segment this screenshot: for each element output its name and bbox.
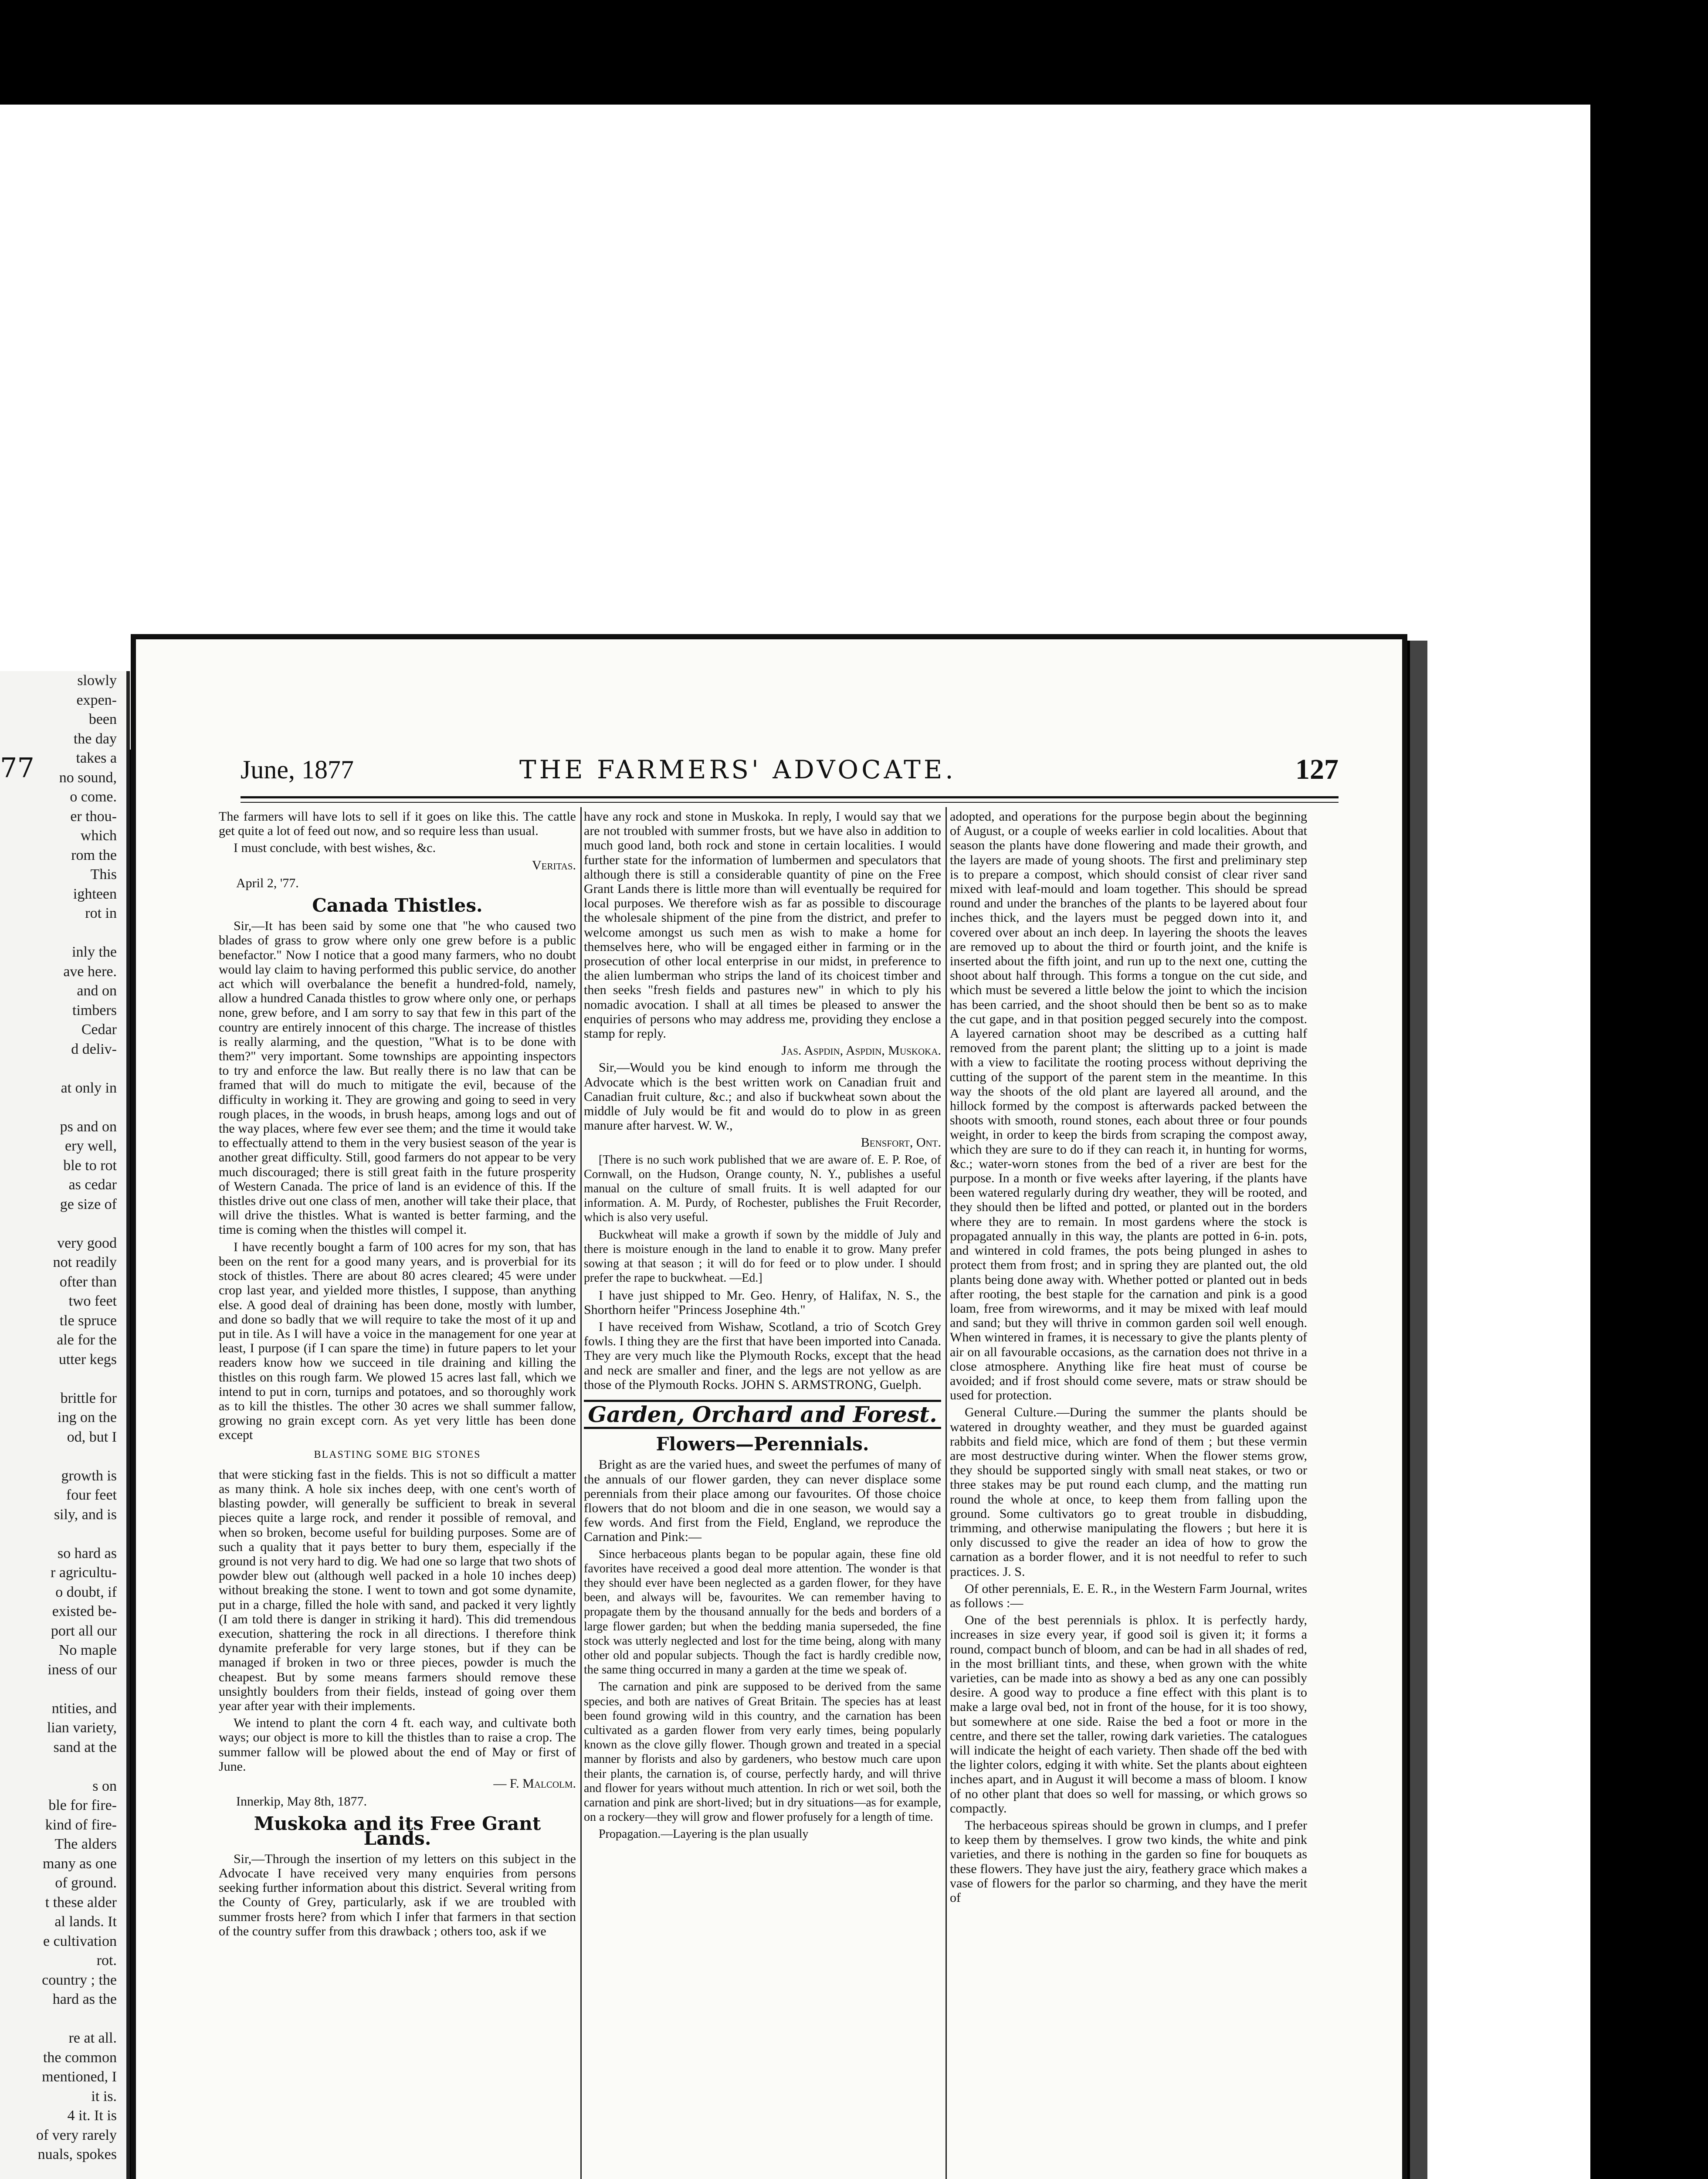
paragraph: I have recently bought a farm of 100 acres for my son, that has been on the rent for a good many years, and is proverbial for its stock of thistles. There are about 80 acres cleared; 45 were under crop last year, and yielded more thistles, I suppose, than anything else. A good deal of draining has been done, mostly with lumber, and done so badly that we will require to take the most of it up and put in tile. As I will have a voice in the management for one year at least, I purpose (if I can spare the time) in future papers to let your readers know how we succeed in tile draining and killing the thistles on this rough farm. We plowed 15 acres last fall, which we intend to put in corn, turnips and potatoes, and so thoroughly work as to kill the thistles. The other 30 acres we shall summer fallow, growing no grain except corn. As yet very little has been done except <box>219 1239 576 1442</box>
fragment-line: been <box>88 711 117 727</box>
masthead-title: THE FARMERS' ADVOCATE. <box>519 755 956 784</box>
paragraph: Propagation.—Layering is the plan usually <box>599 1827 809 1841</box>
fragment-line: takes a <box>76 750 117 766</box>
fragment-line: ofter than <box>59 1273 117 1290</box>
fragment-line: rot in <box>85 905 117 921</box>
fragment-line: ave here. <box>63 963 117 980</box>
fragment-line: port all our <box>51 1622 117 1639</box>
fragment-line: re at all. <box>68 2030 117 2046</box>
adjacent-page-number: 77 <box>0 752 34 784</box>
fragment-line: country ; the <box>42 1972 117 1988</box>
signature: Veritas. <box>532 858 576 872</box>
paragraph: The carnation and pink are supposed to be derived from the same species, and both are natives of Great Britain. The species has at least been found growing wild in this country, and the carnation has been cultivated as a garden flower from very early times, being popularly known as the clove gilly flower. Though grown and treated in a special manner by florists and also by gardeners, who bestow much care upon their plants, the carnation is, of course, perfectly hardy, and will thrive and flower for years without much attention. In rich or wet soil, both the carnation and pink are short-lived; but in dry situations—as for example, on a rockery—they will grow and flower profusely for a length of time. <box>584 1680 941 1824</box>
column-divider <box>580 807 582 2179</box>
fragment-line <box>0 2165 117 2179</box>
fragment-line: the day <box>73 730 117 747</box>
paragraph: that were sticking fast in the fields. This is not so difficult a matter as many think. A hole six inches deep, with one cent's worth of blasting powder, will generally be sufficient to break in several pieces quite a large rock, and render it possible of removal, and when so broken, become useful for building purposes. Some are of such a quality that it pays better to bury them, especially if the ground is not very hard to dig. We had one so large that two shots of powder blew out (although well packed in a hole 10 inches deep) without breaking the stone. I went to town and got some dynamite, put in a charge, filled the hole with sand, and packed it very lightly (I am told there is danger in striking it hard). This did tremendous execution, shattering the rock in all directions. I therefore think dynamite preferable for very large stones, but if they can be managed if broken in two or three pieces, powder is much the cheapest. But by some means farmers should remove these unsightly boulders from their fields, instead of going over them year after year with their implements. <box>219 1467 576 1713</box>
fragment-line: the common <box>43 2049 117 2066</box>
fragment-line: e cultivation <box>43 1933 117 1949</box>
fragment-line: od, but I <box>67 1429 117 1445</box>
header-rule-thin <box>241 802 1339 803</box>
header-rule <box>241 796 1339 798</box>
signature: Bensfort, Ont. <box>861 1135 941 1150</box>
fragment-line: o doubt, if <box>55 1584 117 1600</box>
fragment-line: er thou- <box>70 808 117 825</box>
paragraph: We intend to plant the corn 4 ft. each way, and cultivate both ways; our object is more to kill the thistles than to raise a crop. The summer fallow will be plowed about the end of May or first of June. <box>219 1716 576 1774</box>
fragment-line <box>0 2009 117 2029</box>
fragment-line: brittle for <box>60 1390 117 1406</box>
fragment-line <box>0 1680 117 1699</box>
paragraph: General Culture.—During the summer the plants should be watered in droughty weather, and they must be guarded against rabbits and field mice, which are fond of them ; but these vermin are most destructive during winter. When the flower stems grow, they should be supported singly with small neat stakes, or two or three stakes may be put round each clump, and the matting run round the whole at once, to keep them from falling upon the ground. Some cultivators go to great trouble in disbudding, trimming, and otherwise manipulating the flowers ; but here it is only discussed to give the reader an idea of how to grow the carnation as a border flower, and it is not needful to refer to such practices. J. S. <box>950 1405 1307 1579</box>
page-edge <box>1407 641 1427 2179</box>
paragraph: Sir,—It has been said by some one that "he who caused two blades of grass to grow where only one grew before is a public benefactor." Now I notice that a good many farmers, who no doubt would lay claim to having performed this public service, do another act which will overbalance the benefit a hundred-fold, namely, allow a hundred Canada thistles to grow where only one, or perhaps none, grew before, and I am sorry to say that few in this part of the country are entirely innocent of this charge. The increase of thistles is really alarming, and the question, "What is to be done with them?" very important. Some townships are appointing inspectors to try and enforce the law. But really there is no law that can be framed that will do much to mitigate the evil, because of the difficulty in working it. They are growing and going to seed in very rough places, in the woods, in brush heaps, among logs and out of the way places, where few ever see them; and the time it would take to effectually attend to them in the very busiest season of the year is another great difficulty. Still, good farmers do not appear to be very much discouraged; there is still great faith in the future prosperity of Western Canada. The price of land is an evidence of this. If the thistles drive out one class of men, another will take their place, that will drive the thistles. What is wanted is better farming, and the time is coming when the thistles will compel it. <box>219 919 576 1237</box>
fragment-line: d deliv- <box>71 1041 117 1057</box>
fragment-line: sily, and is <box>54 1506 117 1523</box>
fragment-line: rot. <box>96 1952 117 1969</box>
fragment-line: lian variety, <box>47 1720 117 1736</box>
fragment-line: This <box>90 866 117 882</box>
fragment-line: tle spruce <box>59 1312 117 1329</box>
column-3 <box>950 809 1307 2179</box>
fragment-line: growth is <box>61 1467 117 1484</box>
fragment-line: ing on the <box>58 1409 117 1426</box>
adjacent-page-fragment <box>0 671 130 2179</box>
fragment-line: ntities, and <box>51 1700 117 1717</box>
dateline: Innerkip, May 8th, 1877. <box>236 1794 367 1809</box>
paragraph: adopted, and operations for the purpose begin about the beginning of August, or a couple of weeks earlier in cold localities. About that season the plants have done flowering and made their growth, and the layers are made of young shoots. The first and preliminary step is to prepare a compost, which should consist of clear river sand mixed with leaf-mould and loam together. This should be spread round and under the branches of the plants to be layered about four inches thick, and the layers must be pegged down into it, and covered over about an inch deep. In layering the shoots the leaves are removed up to about the third or fourth joint, and the knife is inserted about the fifth joint, and run up to the next one, cutting the shoot about half through. This forms a tongue on the cut side, and which must be severed a little below the joint to which the incision has been carried, and the shoot should then be bent so as to make the cut gape, and in that position pegged securely into the compost. A layered carnation shoot may be described as a cutting half removed from the parent plant; the slitting up to a joint is made with a view to facilitate the rooting process without depriving the cutting of the support of the parent stem in the meantime. In this way the shoots of the old plant are layered all around, and the hillock formed by the compost is afterwards packed between the shoots with smooth, round stones, each about three or four pounds weight, in order to keep the birds from scraping the compost away, which they are sure to do if they can reach it, in hunting for worms, &c.; water-worn stones from the bed of a river are best for the purpose. In a month or five weeks after layering, if the plants have been watered regularly during dry weather, they will be rooted, and they should then be lifted and potted, or planted out in the borders where they are to remain. In most gardens where the stock is propagated annually in this way, the plants are potted in 6-in. pots, and wintered in cold frames, the pots being plunged in ashes to protect them from frost; and in spring they are planted out, the old plants being done away with. Whether potted or planted out in beds after rooting, the best staple for the carnation and pink is a good loam, free from wireworms, and it may be mixed with leaf mould and sand; but they will thrive in common garden soil well enough. When wintered in frames, it is necessary to give the plants plenty of air on all favourable occasions, as the carnation does not thrive in a close atmosphere. Anything like fire heat must of course be avoided; and if frost should come severe, mats or straw should be used for protection. <box>950 809 1307 1403</box>
fragment-line: hard as the <box>52 1991 117 2007</box>
paragraph: One of the best perennials is phlox. It is perfectly hardy, increases in size every year, if good soil is given it; it forms a round, compact bunch of bloom, and can be had in all shades of red, in the most brilliant tints, and these, when grown with the white varieties, can be made into as showy a bed as any one can possibly desire. A good way to produce a fine effect with this plant is to make a large oval bed, not in front of the house, for it is too showy, but somewhere at one side. Raise the bed a foot or more in the centre, and there set the taller, rowing dark varieties. The catalogues will indicate the height of each variety. Then shade off the bed with the lighter colors, edging it with white. Set the plants about eighteen inches apart, and in August it will become a mass of bloom. I know of no other plant that does so well for massing, or which grows so compactly. <box>950 1613 1307 1816</box>
fragment-line <box>0 1524 117 1544</box>
fragment-line: not readily <box>53 1254 117 1270</box>
fragment-line: four feet <box>66 1487 117 1503</box>
paragraph: The farmers will have lots to sell if it goes on like this. The cattle get quite a lot of feed out now, and so require less than usual. <box>219 809 576 838</box>
paragraph: I have just shipped to Mr. Geo. Henry, of Halifax, N. S., the Shorthorn heifer "Princess Josephine 4th." <box>584 1288 941 1317</box>
signature: Jas. Aspdin, Aspdin, Muskoka. <box>781 1043 941 1058</box>
fragment-line: sand at the <box>53 1739 117 1755</box>
fragment-line: as cedar <box>68 1177 117 1193</box>
article-title: Canada Thistles. <box>312 895 483 916</box>
fragment-line: ble to rot <box>63 1157 117 1174</box>
fragment-line: ps and on <box>60 1118 117 1135</box>
article-title: Muskoka and its Free Grant Lands. <box>254 1813 541 1849</box>
fragment-line: No maple <box>58 1642 117 1658</box>
fragment-line <box>0 1214 117 1234</box>
fragment-line: many as one <box>43 1855 117 1872</box>
column-2 <box>584 809 941 2179</box>
newspaper-page <box>131 634 1407 2179</box>
fragment-line: slowly <box>77 672 117 689</box>
fragment-line: at only in <box>61 1079 117 1096</box>
paragraph: I must conclude, with best wishes, &c. <box>234 841 436 855</box>
fragment-line: existed be- <box>52 1603 117 1619</box>
fragment-line: o come. <box>70 789 117 805</box>
fragment-line: The alders <box>54 1836 117 1852</box>
fragment-line: and on <box>77 983 117 999</box>
subheading: BLASTING SOME BIG STONES <box>314 1449 481 1460</box>
fragment-line: kind of fire- <box>45 1816 117 1833</box>
signature: — F. Malcolm. <box>493 1776 576 1791</box>
article-title: Flowers—Perennials. <box>656 1433 869 1455</box>
fragment-line <box>0 923 117 943</box>
fragment-line: r agricultu- <box>51 1565 117 1581</box>
fragment-line <box>0 1369 117 1389</box>
page-header <box>241 755 1339 794</box>
paragraph: Of other perennials, E. E. R., in the Western Farm Journal, writes as follows :— <box>950 1581 1307 1610</box>
section-title: Garden, Orchard and Forest. <box>584 1400 941 1429</box>
fragment-line <box>0 1059 117 1079</box>
adjacent-page-text <box>0 671 126 2179</box>
fragment-line: utter kegs <box>58 1351 117 1368</box>
fragment-line: ble for fire- <box>48 1797 117 1813</box>
fragment-line <box>0 1757 117 1777</box>
fragment-line: no sound, <box>59 769 117 786</box>
paragraph: Since herbaceous plants began to be popular again, these fine old favorites have received a good deal more attention. The wonder is that they should ever have been neglected as a garden flower, for they have been, and always will be, favourites. We can remember having to propagate them by the thousand annually for the beds and borders of a large flower garden; but when the bedding mania superseded, the fine stock was utterly neglected and lost for the time being, along with many other old and popular subjects. Though the fact is hardly credible now, the same thing occurred in many a garden at the time we speak of. <box>584 1547 941 1677</box>
page-number: 127 <box>1295 753 1339 785</box>
paragraph: The herbaceous spireas should be grown in clumps, and I prefer to keep them by themselves. I grow two kinds, the white and pink varieties, and there is nothing in the garden so fine for bouquets as these flowers. They have just the airy, feathery grace which makes a vase of flowers for the parlor so charming, and they have the merit of <box>950 1818 1307 1905</box>
fragment-line: al lands. It <box>54 1914 117 1930</box>
issue-date: June, 1877 <box>241 755 354 784</box>
fragment-line <box>0 1447 117 1466</box>
fragment-line: iness of our <box>47 1661 117 1678</box>
paragraph: Sir,—Would you be kind enough to inform me through the Advocate which is the best written work on Canadian fruit and Canadian fruit culture, &c.; and also if buckwheat sown about the middle of July would be fit and would do to plow in as green manure after harvest. W. W., <box>584 1060 941 1133</box>
editor-note: Buckwheat will make a growth if sown by the middle of July and there is moisture enough in the land to enable it to grow. Many prefer sowing at that season ; it will do for feed or to plow under. I should prefer the rape to buckwheat. —Ed.] <box>584 1228 941 1285</box>
right-page-margin <box>1427 105 1590 2179</box>
fragment-line: Cedar <box>81 1022 117 1038</box>
editor-note: [There is no such work published that we are aware of. E. P. Roe, of Cornwall, on the Hudson, Orange county, N. Y., publishes a useful manual on the culture of small fruits. It is well adapted for our information. A. M. Purdy, of Rochester, publishes the Fruit Recorder, which is also very useful. <box>584 1153 941 1225</box>
fragment-line: inly the <box>72 944 117 960</box>
fragment-line: ighteen <box>73 886 117 902</box>
fragment-line: which <box>80 828 117 844</box>
fragment-line: t these alder <box>45 1894 117 1911</box>
fragment-line: two feet <box>68 1293 117 1309</box>
fragment-line: ery well, <box>65 1138 117 1154</box>
dateline: April 2, '77. <box>236 876 299 890</box>
paragraph: Bright as are the varied hues, and sweet the perfumes of many of the annuals of our flower garden, they can never displace some perennials from their place among our favourites. Of those choice flowers that do not bloom and die in one season, we would say a few words. And first from the Field, England, we reproduce the Carnation and Pink:— <box>584 1457 941 1544</box>
fragment-line: rom the <box>71 847 117 863</box>
fragment-line: ale for the <box>57 1332 117 1348</box>
paragraph: Sir,—Through the insertion of my letters on this subject in the Advocate I have received very many enquiries from persons seeking further information about this district. Several writing from the County of Grey, particularly, ask if we are troubled with summer frosts here? from which I infer that farmers in that section of the country suffer from this drawback ; others too, ask if we <box>219 1851 576 1938</box>
fragment-line: expen- <box>76 692 117 708</box>
fragment-line: s on <box>92 1778 117 1794</box>
fragment-line: of very rarely <box>36 2127 117 2143</box>
column-divider <box>946 807 947 2179</box>
fragment-line: it is. <box>91 2088 117 2104</box>
fragment-line: 4 it. It is <box>67 2108 117 2124</box>
fragment-line: nuals, spokes <box>37 2146 117 2162</box>
fragment-line: very good <box>57 1235 117 1251</box>
paragraph: have any rock and stone in Muskoka. In reply, I would say that we are not troubled with summer frosts, but we have also in addition to much good land, both rock and stone in certain localities. I would further state for the information of lumbermen and speculators that although there is still a considerable quantity of pine on the Free Grant Lands there is little more than will eventually be required for local purposes. We therefore wish as far as possible to discourage the wholesale shipment of the pine from the district, and prefer to welcome amongst us such men as wish to make a home for themselves here, who will be engaged either in farming or in the prosecution of other local enterprise in our midst, in preference to the alien lumberman who strips the land of its choicest timber and then seeks "fresh fields and pastures new" in which to ply his nomadic avocation. I shall at all times be pleased to answer the enquiries of persons who may address me, providing they enclose a stamp for reply. <box>584 809 941 1041</box>
fragment-line: ge size of <box>60 1196 117 1212</box>
paragraph: I have received from Wishaw, Scotland, a trio of Scotch Grey fowls. I thing they are the first that have been imported into Canada. They are very much like the Plymouth Rocks, except that the head and neck are smaller and finer, and the legs are not yellow as are those of the Plymouth Rocks. JOHN S. ARMSTRONG, Guelph. <box>584 1319 941 1392</box>
column-1 <box>219 809 576 2179</box>
fragment-line: mentioned, I <box>42 2069 117 2085</box>
fragment-line: so hard as <box>58 1545 117 1561</box>
fragment-line: timbers <box>72 1002 117 1018</box>
fragment-line: of ground. <box>55 1875 117 1891</box>
fragment-line <box>0 1098 117 1117</box>
